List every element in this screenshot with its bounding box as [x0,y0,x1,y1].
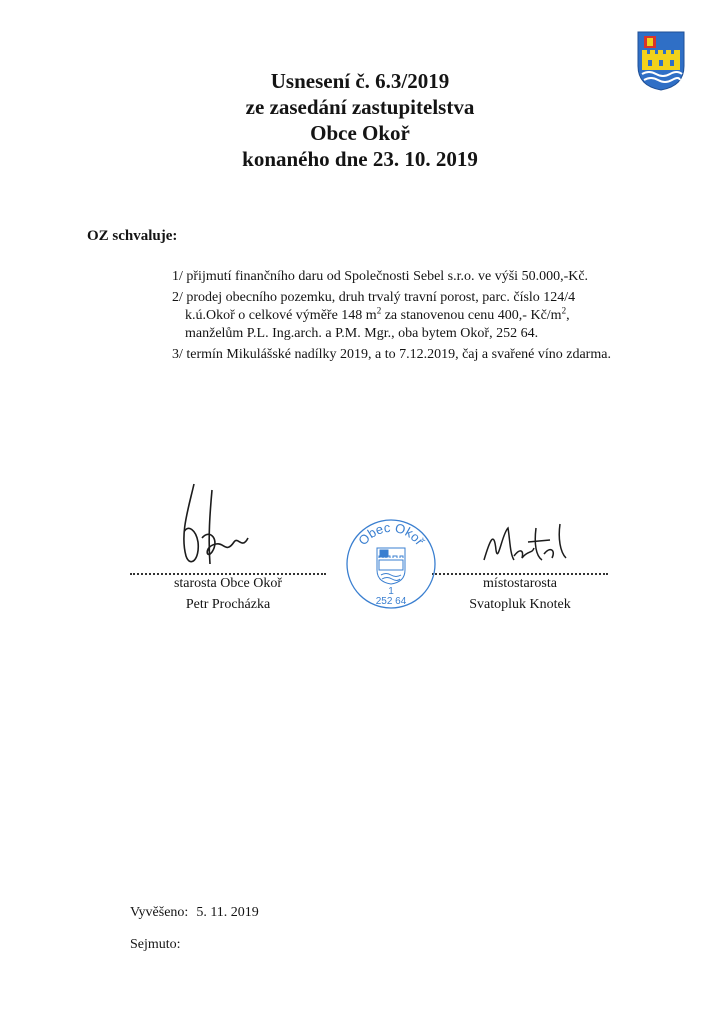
deputy-mayor-name: Svatopluk Knotek [469,597,571,612]
section-heading: OZ schvaluje: [87,228,178,244]
stamp-crest-icon [377,548,405,584]
resolution-list [172,268,611,367]
item-2-price-exponent: 2 [561,305,567,316]
resolution-item-1-text: 1/ přijmutí finančního daru od Společnosti Sebel s.r.o. ve výši 50.000,-Kč. [172,269,589,284]
removed-date-row [130,937,181,953]
resolution-item-2-line-3: manželům P.L. Ing.arch. a P.M. Mgr., oba bytem Okoř, 252 64. [185,326,539,341]
title-line-1: Usnesení č. 6.3/2019 [270,69,450,93]
mayor-name: Petr Procházka [185,597,271,612]
item-2-area-text: k.ú.Okoř o celkové výměře 148 m [185,308,377,323]
posted-label: Vyvěšeno: [130,905,189,920]
stamp-number: 1 [388,586,394,597]
resolution-item-1 [172,268,611,286]
removed-label: Sejmuto: [130,937,181,952]
item-2-area-exponent: 2 [376,305,382,316]
posted-date-row [130,905,259,921]
deputy-mayor-role: místostarosta [483,576,557,591]
document-title [150,68,570,172]
stamp-top-text: Obec Okoř [355,519,428,549]
stamp-postcode: 252 64 [375,596,407,607]
deputy-mayor-signature-line [432,563,608,575]
title-line-3: Obce Okoř [310,121,410,145]
coat-of-arms-icon [636,30,686,92]
resolution-item-2-line-1: 2/ prodej obecního pozemku, druh trvalý travní porost, parc. číslo 124/4 [172,290,576,305]
resolution-item-3 [172,346,611,364]
posted-date: 5. 11. 2019 [196,905,259,920]
item-2-comma: , [566,308,570,323]
title-line-4: konaného dne 23. 10. 2019 [242,147,478,171]
resolution-item-2-line-2 [172,307,611,325]
mayor-role: starosta Obce Okoř [173,576,283,591]
resolution-item-3-text: 3/ termín Mikulášské nadílky 2019, a to 7.12.2019, čaj a svařené víno zdarma. [172,347,611,362]
mayor-signature-icon [176,480,256,572]
mayor-signature-line [130,563,326,575]
municipal-stamp-icon [345,518,437,610]
item-2-price-text: za stanovenou cenu 400,- Kč/m [381,308,562,323]
title-line-2: ze zasedání zastupitelstva [245,95,475,119]
resolution-item-2 [172,289,611,343]
